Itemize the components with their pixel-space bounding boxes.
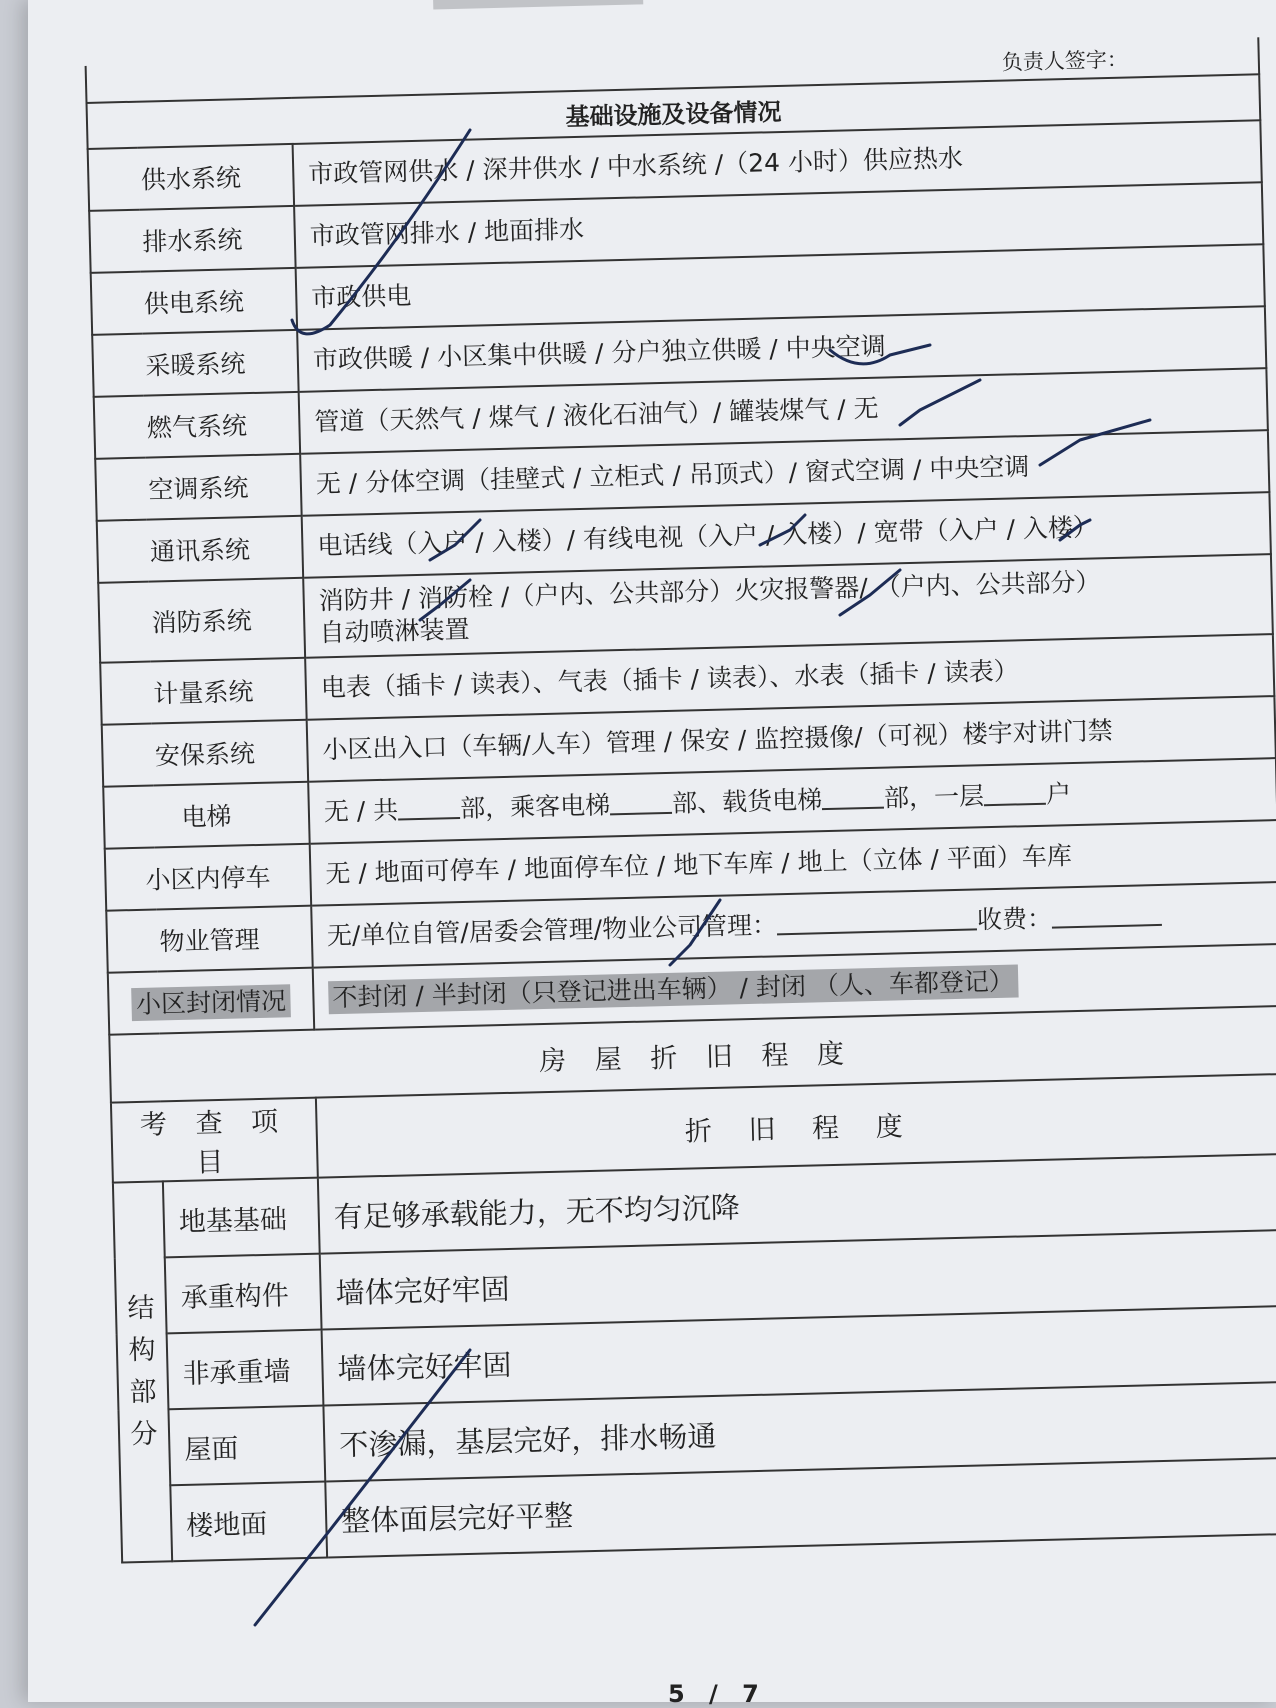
depreciation-title: 房 屋 折 旧 程 度 bbox=[109, 1006, 1276, 1103]
signature-label: 负责人签字： bbox=[86, 37, 1260, 103]
row-content: 市政供电 bbox=[296, 244, 1265, 330]
row-label: 屋面 bbox=[168, 1406, 325, 1486]
row-content: 墙体完好牢固 bbox=[320, 1230, 1276, 1330]
inspection-form-table bbox=[85, 37, 1276, 1563]
row-content: 有足够承载能力，无不均匀沉降 bbox=[318, 1154, 1276, 1254]
row-content-line2: 自动喷淋装置 bbox=[319, 614, 470, 648]
row-content-line1: 消防井 / 消防栓 /（户内、公共部分）火灾报警器/ （户内、公共部分） bbox=[318, 567, 1101, 616]
row-label: 计量系统 bbox=[100, 658, 306, 725]
highlighted-content: 不封闭 / 半封闭（只登记进出车辆） / 封闭 （人、车都登记） bbox=[328, 964, 1018, 1014]
highlighted-label: 小区封闭情况 bbox=[132, 984, 291, 1021]
row-label: 地基基础 bbox=[163, 1178, 320, 1258]
group-label-char: 构 bbox=[128, 1334, 156, 1367]
row-label: 电梯 bbox=[103, 782, 309, 849]
property-fee-label: 收费： bbox=[976, 903, 1053, 935]
blank-line bbox=[610, 788, 673, 816]
row-label: 燃气系统 bbox=[94, 392, 300, 459]
row-label: 承重构件 bbox=[165, 1254, 322, 1334]
row-content: 市政管网供水 / 深井供水 / 中水系统 /（24 小时）供应热水 bbox=[293, 120, 1262, 206]
row-label: 消防系统 bbox=[98, 578, 305, 663]
elevator-text: 部，一层 bbox=[883, 781, 985, 813]
blank-line bbox=[822, 783, 885, 811]
row-label: 供电系统 bbox=[91, 268, 297, 335]
elevator-text: 无 / 共 bbox=[323, 795, 399, 827]
elevator-text: 部，乘客电梯 bbox=[459, 790, 611, 824]
group-label-text bbox=[116, 1287, 168, 1456]
row-label: 物业管理 bbox=[106, 906, 312, 973]
blank-line bbox=[777, 904, 978, 935]
column-header-degree: 折 旧 程 度 bbox=[316, 1074, 1276, 1178]
highlight-strip bbox=[433, 0, 644, 9]
row-content: 电表（插卡 / 读表）、气表（插卡 / 读表）、水表（插卡 / 读表） bbox=[305, 634, 1274, 720]
row-content: 小区出入口（车辆/人车）管理 / 保安 / 监控摄像/（可视）楼宇对讲门禁 bbox=[307, 696, 1276, 782]
row-label: 非承重墙 bbox=[167, 1330, 324, 1410]
section-title: 基础设施及设备情况 bbox=[87, 74, 1261, 149]
page-number: 5 / 7 bbox=[668, 1680, 767, 1708]
blank-line bbox=[984, 779, 1047, 807]
row-content: 无 / 分体空调（挂壁式 / 立柜式 / 吊顶式）/ 窗式空调 / 中央空调 bbox=[300, 430, 1269, 516]
elevator-text: 部、载货电梯 bbox=[671, 785, 823, 818]
group-label-char: 部 bbox=[129, 1376, 157, 1409]
row-label: 供水系统 bbox=[88, 144, 294, 211]
row-label: 楼地面 bbox=[170, 1482, 327, 1562]
row-content: 市政管网排水 / 地面排水 bbox=[294, 182, 1263, 268]
row-content: 墙体完好牢固 bbox=[322, 1306, 1276, 1406]
group-label-char: 结 bbox=[127, 1292, 155, 1325]
row-label bbox=[108, 968, 314, 1035]
group-label bbox=[113, 1181, 172, 1562]
column-header-item: 考 查 项 目 bbox=[111, 1098, 318, 1183]
row-label: 小区内停车 bbox=[105, 844, 311, 911]
blank-line bbox=[1052, 900, 1163, 929]
row-label: 通讯系统 bbox=[97, 516, 303, 583]
document-page bbox=[28, 0, 1276, 1708]
property-text: 无/单位自管/居委会管理/物业公司管理： bbox=[326, 910, 778, 951]
row-content: 电话线（入户 / 入楼）/ 有线电视（入户 / 入楼）/ 宽带（入户 / 入楼） bbox=[302, 492, 1271, 578]
elevator-text: 户 bbox=[1045, 779, 1072, 809]
row-label: 空调系统 bbox=[95, 454, 301, 521]
group-label-char: 分 bbox=[130, 1418, 158, 1451]
row-content: 管道（天然气 / 煤气 / 液化石油气）/ 罐装煤气 / 无 bbox=[299, 368, 1268, 454]
row-label: 采暖系统 bbox=[92, 330, 298, 397]
row-label: 排水系统 bbox=[89, 206, 295, 273]
blank-line bbox=[398, 793, 461, 821]
row-content: 整体面层完好平整 bbox=[325, 1458, 1276, 1558]
row-content: 无 / 地面可停车 / 地面停车位 / 地下车库 / 地上（立体 / 平面）车库 bbox=[310, 820, 1276, 906]
form-sheet bbox=[83, 0, 1276, 1628]
row-content: 市政供暖 / 小区集中供暖 / 分户独立供暖 / 中央空调 bbox=[297, 306, 1266, 392]
row-label: 安保系统 bbox=[102, 720, 308, 787]
row-content: 不渗漏，基层完好，排水畅通 bbox=[323, 1382, 1276, 1482]
